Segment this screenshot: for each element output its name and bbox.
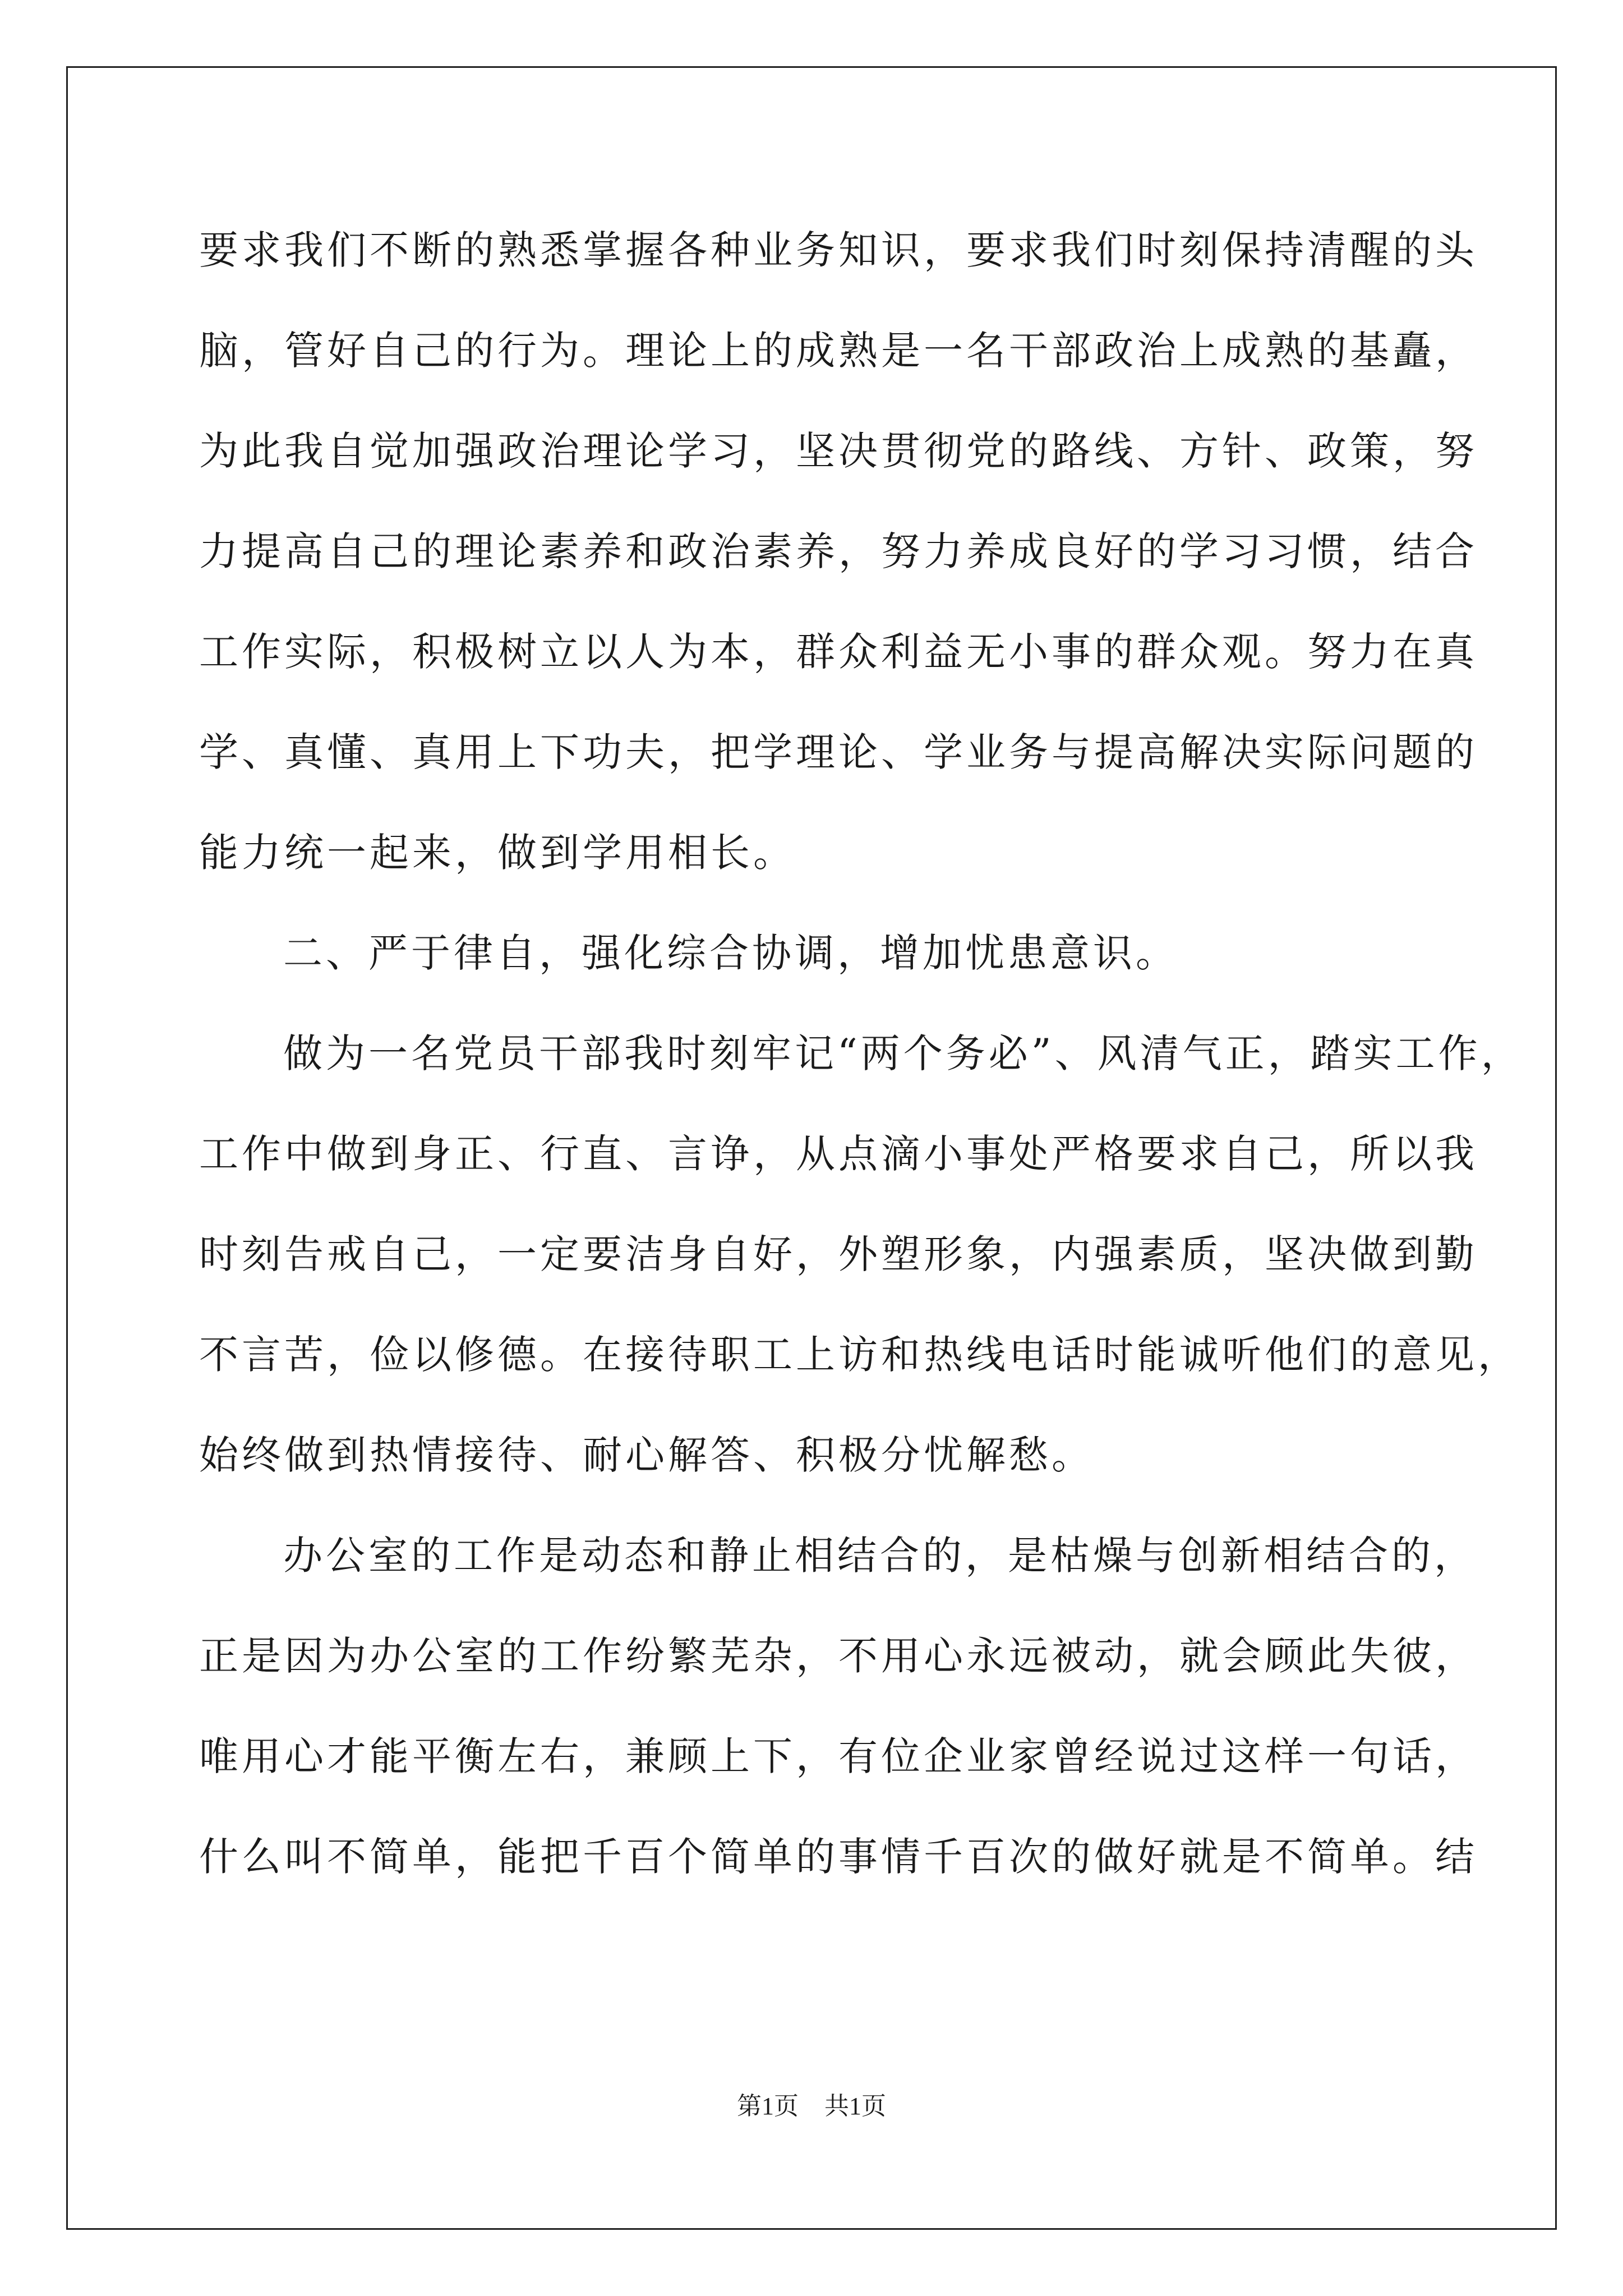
text-line: 工作实际，积极树立以人为本，群众利益无小事的群众观。努力在真 (199, 629, 1478, 675)
text-line: 学、真懂、真用上下功夫，把学理论、学业务与提高解决实际问题的 (199, 729, 1478, 775)
page-total: 共1页 (824, 2092, 886, 2120)
text-line: 做为一名党员干部我时刻牢记“两个务必”、风清气正，踏实工作， (283, 1030, 1524, 1076)
text-line: 时刻告戒自己，一定要洁身自好，外塑形象，内强素质，坚决做到勤 (199, 1231, 1478, 1277)
text-line: 能力统一起来，做到学用相长。 (199, 830, 796, 876)
text-line: 要求我们不断的熟悉掌握各种业务知识，要求我们时刻保持清醒的头 (199, 227, 1478, 273)
text-line: 工作中做到身正、行直、言诤，从点滴小事处严格要求自己，所以我 (199, 1131, 1478, 1177)
text-line: 脑，管好自己的行为。理论上的成熟是一名干部政治上成熟的基矗， (199, 328, 1478, 374)
text-line: 为此我自觉加强政治理论学习，坚决贯彻党的路线、方针、政策，努 (199, 428, 1478, 474)
text-line: 始终做到热情接待、耐心解答、积极分忧解愁。 (199, 1432, 1094, 1478)
text-line: 唯用心才能平衡左右，兼顾上下，有位企业家曾经说过这样一句话， (199, 1733, 1478, 1779)
text-line: 不言苦，俭以修德。在接待职工上访和热线电话时能诚听他们的意见， (199, 1332, 1520, 1378)
text-line: 正是因为办公室的工作纷繁芜杂，不用心永远被动，就会顾此失彼， (199, 1633, 1478, 1679)
document-body (199, 217, 1524, 1924)
page-footer (0, 2086, 1623, 2122)
text-line: 力提高自己的理论素养和政治素养，努力养成良好的学习习惯，结合 (199, 528, 1478, 574)
text-line: 办公室的工作是动态和静止相结合的，是枯燥与创新相结合的， (283, 1533, 1477, 1579)
section-heading: 二、严于律自，强化综合协调，增加忧患意识。 (283, 930, 1178, 976)
page-number: 第1页 (737, 2092, 799, 2120)
text-line: 什么叫不简单，能把千百个简单的事情千百次的做好就是不简单。结 (199, 1834, 1478, 1880)
